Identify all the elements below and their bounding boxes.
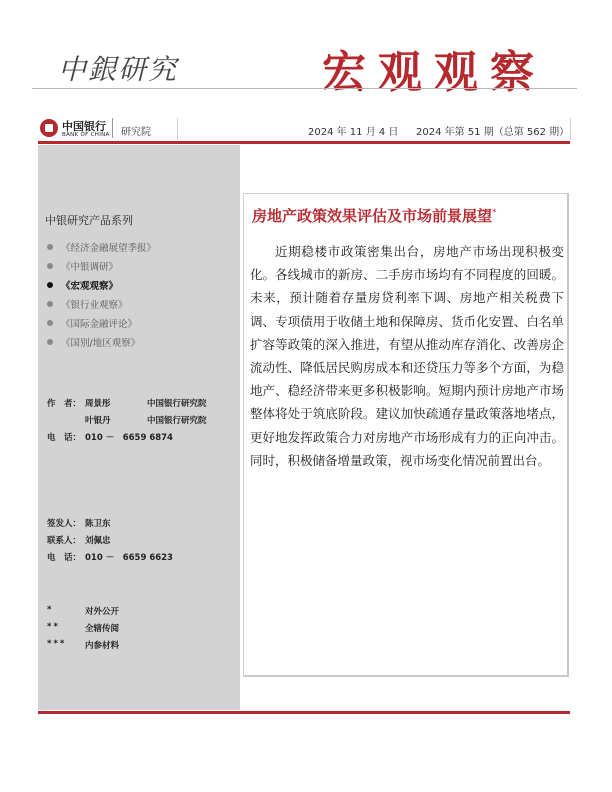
signer-name: 陈卫东 [85,519,111,529]
series-item-active [45,275,235,294]
author-name: 周景彤 [85,399,111,409]
bullet-icon [47,320,53,326]
confidentiality-label: 全辖传阅 [85,624,120,634]
bullet-icon [47,263,53,269]
signer-row [47,517,173,534]
author-org: 中国银行研究院 [147,399,207,409]
footnote-mark: * [492,208,497,218]
author-block [47,397,207,448]
header-red-rule [38,141,570,144]
bullet-icon [47,301,53,307]
series-item [45,237,235,256]
series-item [45,256,235,275]
confidentiality-stars: *** [47,639,67,649]
series-item-label: 《经济金融展望季报》 [61,242,157,254]
top-divider [32,88,577,89]
author-row [47,397,207,414]
footer-red-rule [38,711,570,714]
author-org: 中国银行研究院 [147,416,207,426]
brand-script-logo: 中銀研究 [58,53,179,86]
header-separator-left [177,118,178,140]
institute-name: 研究院 [121,127,151,138]
series-list [45,237,235,351]
contact-phone: 010 － 6659 6623 [85,553,173,563]
contact-phone-row [47,551,173,568]
signer-label: 签发人： [47,519,82,529]
confidentiality-stars: ** [47,622,60,632]
confidentiality-stars: * [47,605,54,615]
series-item [45,332,235,351]
issue-number: 2024 年第 51 期（总第 562 期） [416,127,570,138]
author-label: 作 者： [47,399,82,409]
logo-separator [112,118,113,138]
author-name: 叶银丹 [85,416,111,426]
series-item [45,313,235,332]
phone-label: 电 话： [47,553,82,563]
publication-title: 宏观观察 [322,47,546,98]
contact-name: 刘佩忠 [85,536,111,546]
series-item-label: 《国际金融评论》 [61,318,138,330]
series-item-label: 《中银调研》 [61,261,119,273]
confidentiality-legend [47,605,119,656]
article-title-text: 房地产政策效果评估及市场前景展望 [252,207,493,225]
contact-label: 联系人： [47,536,82,546]
header-separator-right [570,118,571,140]
series-title: 中银研究产品系列 [45,214,133,227]
author-phone: 010 － 6659 6874 [85,433,173,443]
author-row [47,414,207,431]
bullet-icon [47,282,53,288]
confidentiality-row [47,605,119,622]
series-item [45,294,235,313]
contact-row [47,534,173,551]
confidentiality-label: 对外公开 [85,607,120,617]
bank-of-china-logo-icon [40,119,58,137]
confidentiality-label: 内参材料 [85,641,120,651]
confidentiality-row [47,639,119,656]
author-phone-row [47,431,207,448]
confidentiality-row [47,622,119,639]
series-item-label: 《宏观观察》 [61,280,119,292]
publish-date: 2024 年 11 月 4 日 [308,127,399,138]
logo-english-name: BANK OF CHINA [62,132,110,138]
series-item-label: 《银行业观察》 [61,299,128,311]
article-abstract: 近期稳楼市政策密集出台，房地产市场出现积极变化。各线城市的新房、二手房市场均有不同程度的回暖。未来，预计随着存量房贷利率下调、房地产相关税费下调、专项债用于收储土地和保障房、货币化安置、白名单扩容等政策的深入推进，有望从推动库存消化、改善房企流动性、降低居民购房成本和还贷压力等多个方面，为稳地产、稳经济带来更多积极影响。短期内预计房地产市场整体将处于筑底阶段。建议加快疏通存量政策落地堵点，更好地发挥政策合力对房地产市场形成有力的正向冲击。同时，积极储备增量政策，视市场变化情况前置出台。 [250,244,564,468]
bullet-icon [47,244,53,250]
bullet-icon [47,339,53,345]
logo-chinese-name: 中国银行 [62,120,106,133]
phone-label: 电 话： [47,433,82,443]
series-item-label: 《国别/地区观察》 [61,337,141,349]
article-title [252,205,497,226]
signoff-block [47,517,173,568]
